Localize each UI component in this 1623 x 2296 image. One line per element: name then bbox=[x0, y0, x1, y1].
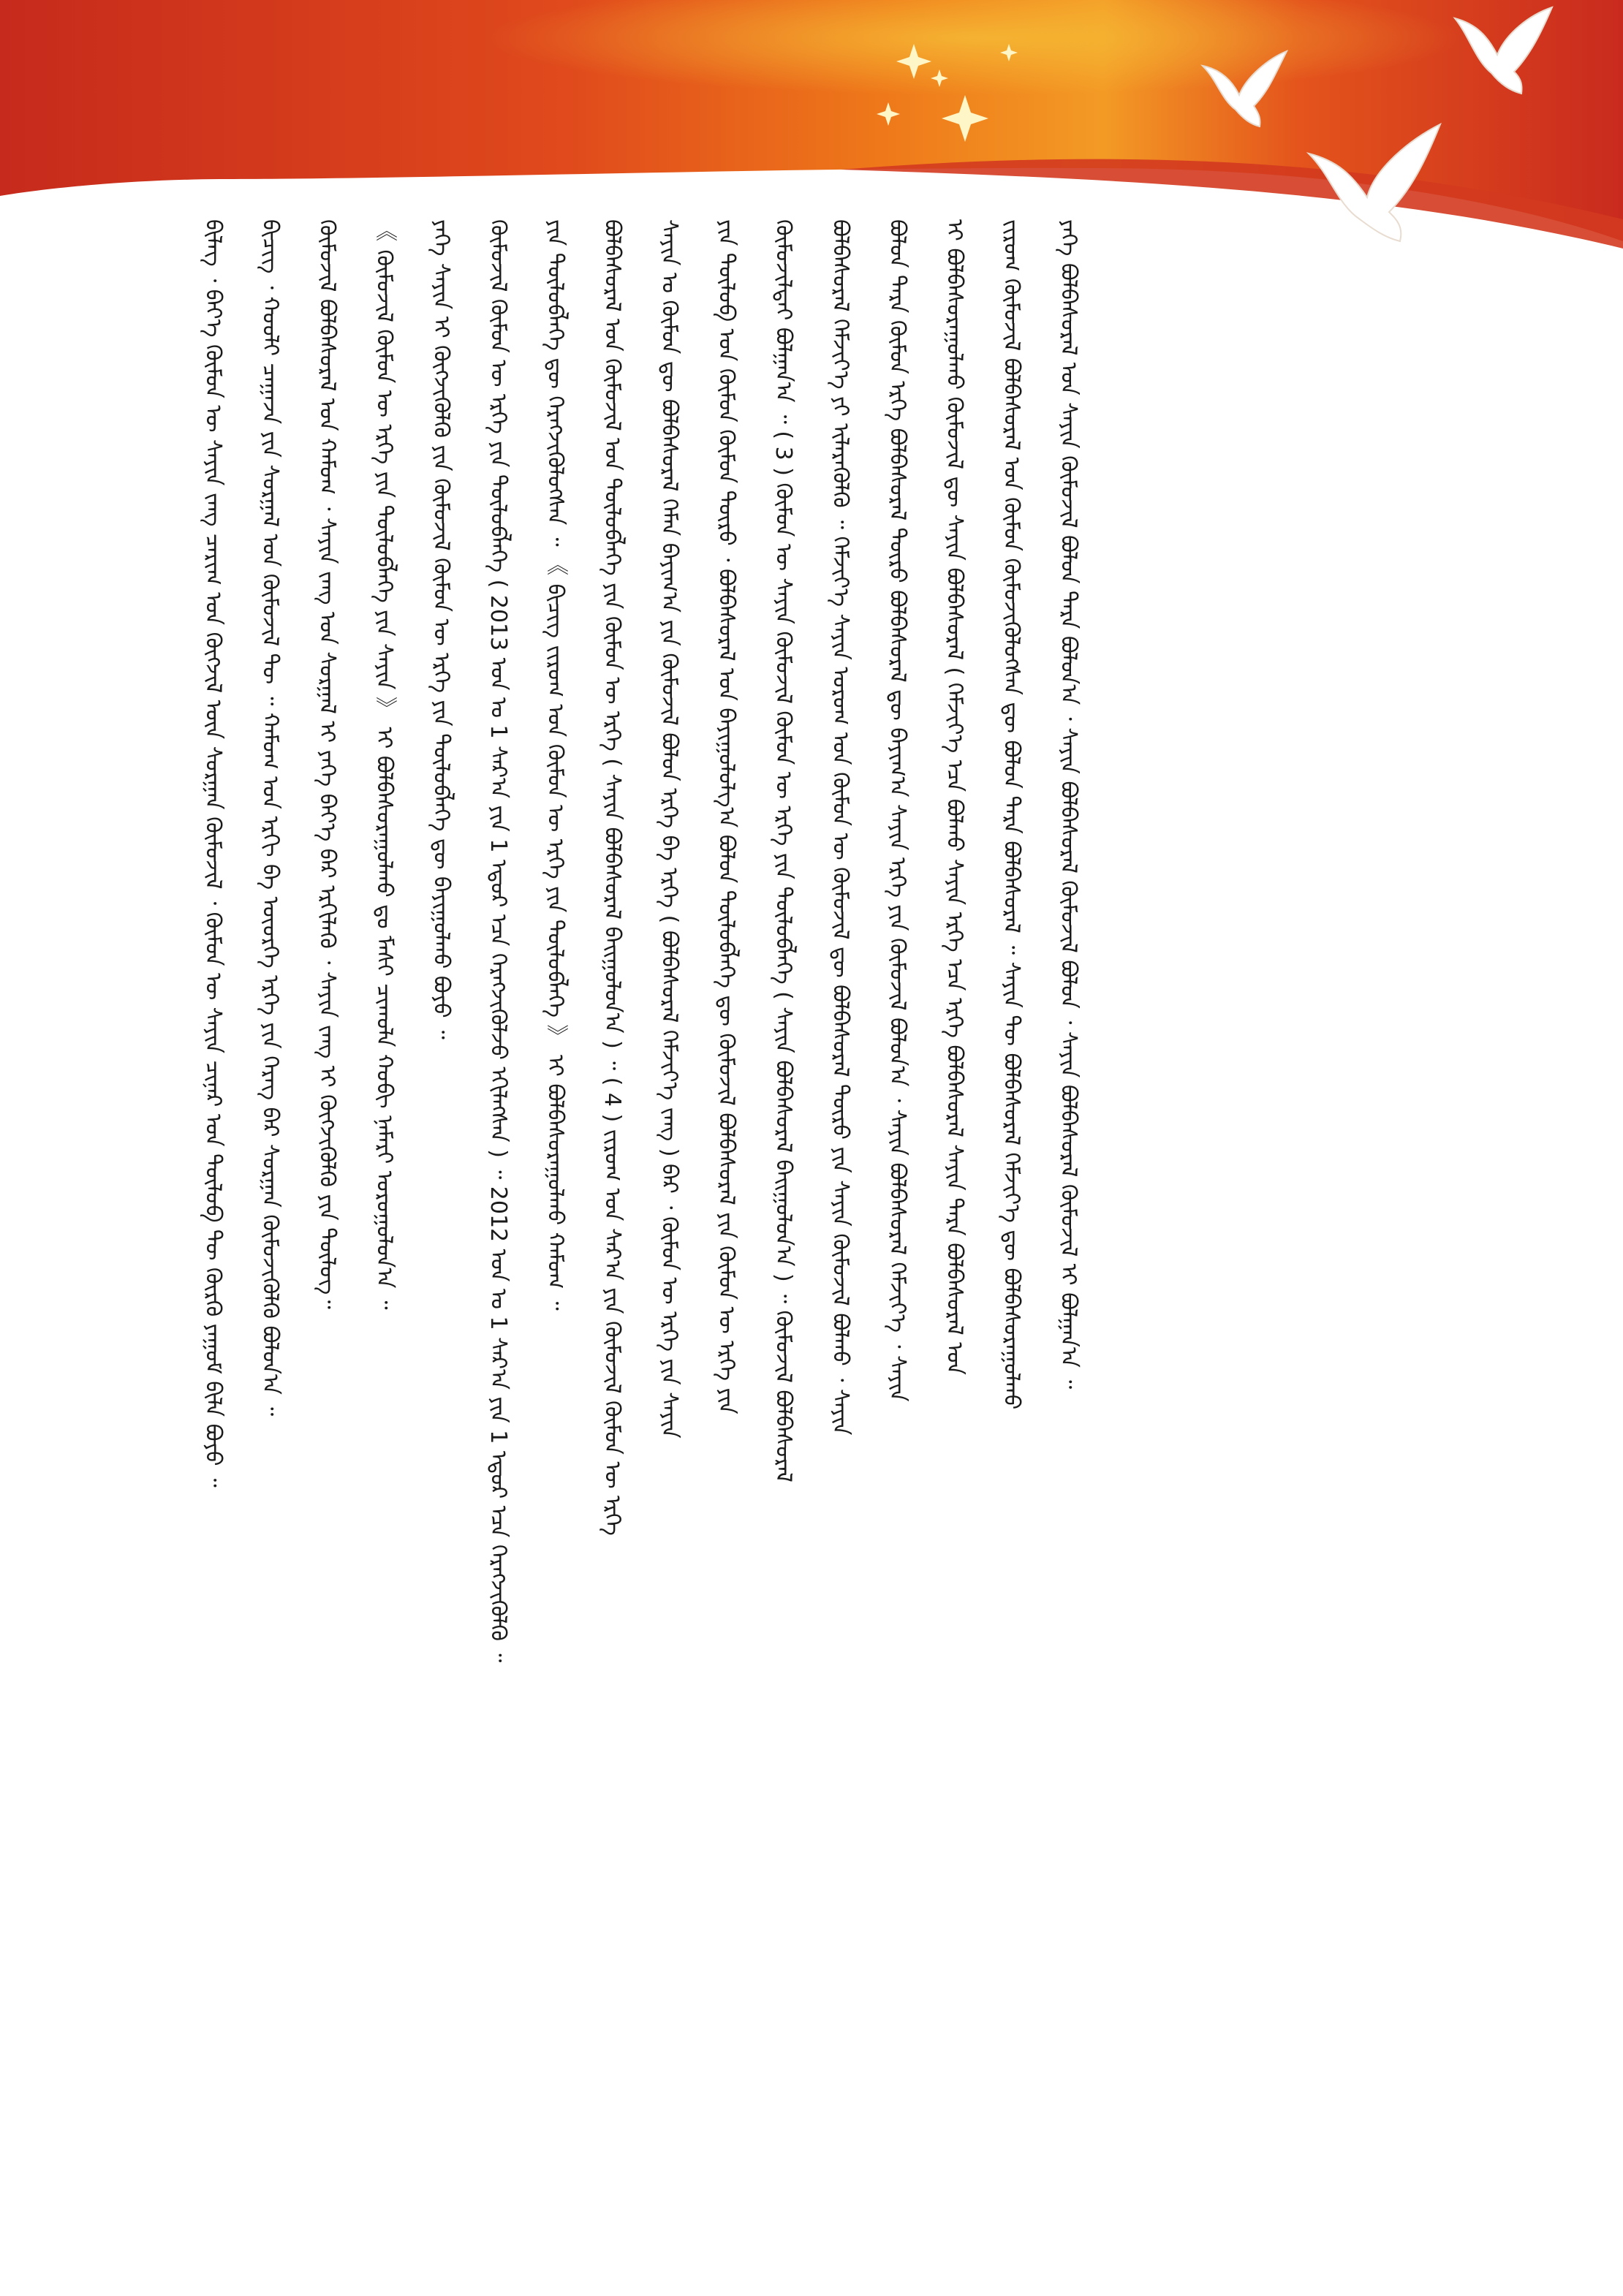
text-column: ᠰᠠᠶᠢᠨ ᠤ ᠬᠦᠮᠦᠨ ᠳᠦ ᠪᠣᠯᠪᠠᠰᠤᠷᠠᠯ ᠬᠡᠮᠡᠨ ᠪᠠᠶᠢᠭ᠎ᠠ ᠶᠢᠨ ᠬᠦᠮᠦᠵᠢᠯ ᠪᠣᠯᠤᠨ ᠡᠷᠬᠡ ᠪᠠ ᠡᠷᠬᠡ ( ᠪᠣᠯᠪᠠᠰᠤᠷᠠᠯ ᠬᠡᠮᠵᠢᠶ᠎ᠡ ᠵᠠᠩ ) ᠪᠡᠷ ᠂ ᠬᠦᠮᠦᠨ ᠦ ᠡᠷᠬᠡ ᠶᠢᠨ ᠰᠠᠶᠢᠨ bbox=[657, 219, 682, 1439]
text-column: ᠬᠦᠮᠦᠵᠢᠯ ᠬᠦᠮᠦᠨ ᠦ ᠡᠷᠬᠡ ᠶᠢᠨ ᠲᠥᠯᠦᠪᠯᠡᠭᠡ ( 2013 ᠣᠨ ᠤ 1 ᠰᠠᠷ᠎ᠠ ᠶᠢᠨ 1 ᠡᠳᠦᠷ ᠡᠴᠡ ᠬᠡᠷᠡᠭᠵᠢᠭᠦᠯᠵᠦ ᠡᠬᠢᠯᠡᠭᠰᠡᠨ ) ᠃ 2012 ᠣᠨ ᠤ 1 ᠰᠠᠷ᠎ᠠ ᠶᠢᠨ 1 ᠡᠳᠦᠷ ᠡᠴᠡ ᠬᠡᠷᠡᠭᠵᠢᠭᠦᠯᠬᠦ ᠃ bbox=[485, 219, 511, 1663]
text-column: ᠪᠤᠯᠪᠠᠰᠤᠷᠠᠯ ᠬᠡᠮᠵᠢᠶ᠎ᠡ ᠶᠢ ᠢᠯᠡᠷᠡᠭᠦᠯᠬᠦ ᠃ ᠬᠡᠮᠵᠢᠶ᠎ᠡ ᠰᠠᠶᠢᠨ ᠤᠷᠤᠭ ᠤᠨ ᠬᠦᠮᠦᠨ ᠦ ᠬᠦᠮᠦᠵᠢᠯ ᠳᠦ ᠪᠣᠯᠪᠠᠰᠤᠷᠠᠯ ᠲᠥᠷᠦ ᠶᠢᠨ ᠰᠠᠶᠢᠨ ᠬᠦᠮᠦᠵᠢᠯ ᠪᠣᠯᠬᠤ ᠂ ᠰᠠᠶᠢᠨ bbox=[828, 219, 853, 1436]
header-banner bbox=[0, 0, 1623, 249]
text-column: ᠵᠢᠷᠤᠭ ᠬᠦᠮᠦᠵᠢᠯ ᠪᠣᠯᠪᠠᠰᠤᠷᠠᠯ ᠤᠨ ᠬᠦᠮᠦᠨ ᠬᠦᠮᠦᠵᠢᠭᠦᠯᠦᠭᠰᠡᠨ ᠳᠦ ᠪᠣᠯᠤᠨ ᠲᠡᠷᠡ ᠪᠣᠯᠪᠠᠰᠤᠷᠠᠯ ᠃ ᠰᠠᠶᠢᠨ ᠲᠦ ᠪᠣᠯᠪᠠᠰᠤᠷᠠᠯ ᠬᠡᠮᠵᠢᠶ᠎ᠡ ᠳᠦ ᠪᠣᠯᠪᠠᠰᠤᠷᠠᠭᠤᠯᠬᠤ bbox=[999, 219, 1024, 1410]
text-column: ᠶᠡᠬᠡ ᠰᠠᠶᠢᠨ ᠢ ᠬᠥᠭᠵᠢᠭᠦᠯᠬᠦ ᠶᠢᠨ ᠬᠦᠮᠦᠵᠢᠯ ᠬᠦᠮᠦᠨ ᠦ ᠡᠷᠬᠡ ᠶᠢᠨ ᠲᠥᠯᠦᠪᠯᠡᠭᠡ ᠳᠦ ᠪᠠᠶᠢᠭᠤᠯᠬᠤ ᠪᠤᠶᠤ ᠃ bbox=[428, 219, 454, 1039]
text-column: ᠶᠡᠬᠡ ᠪᠣᠯᠪᠠᠰᠤᠷᠠᠯ ᠤᠨ ᠰᠠᠶᠢᠨ ᠬᠦᠮᠦᠵᠢᠯ ᠪᠣᠯᠤᠨ ᠲᠡᠷᠡ ᠪᠣᠯᠤᠨ᠎ᠠ ᠂ ᠰᠠᠶᠢᠨ ᠪᠣᠯᠪᠠᠰᠤᠷᠠᠯ ᠬᠦᠮᠦᠵᠢᠯ ᠪᠣᠯᠤᠨ ᠂ ᠰᠠᠶᠢᠨ ᠪᠣᠯᠪᠠᠰᠤᠷᠠᠯ ᠬᠦᠮᠦᠵᠢᠯ ᠢ ᠪᠣᠯᠭᠠᠨ᠎ᠠ ᠃ bbox=[1056, 219, 1081, 1390]
mongolian-text-block bbox=[197, 219, 1111, 2047]
text-column: ᠶᠢᠨ ᠲᠥᠯᠦᠪᠯᠡᠭᠡ ᠳᠦ ᠬᠡᠷᠡᠭᠵᠢᠭᠦᠯᠦᠭᠰᠡᠨ ᠃ 《 ᠪᠢᠴᠢᠭ ᠵᠢᠷᠤᠭ ᠤᠨ ᠬᠦᠮᠦᠨ ᠦ ᠡᠷᠬᠡ ᠶᠢᠨ ᠲᠥᠯᠦᠪᠯᠡᠭᠡ 》 ᠢ ᠪᠣᠯᠪᠠᠰᠤᠷᠠᠭᠤᠯᠬᠤ ᠬᠠᠮᠤᠭ ᠃ bbox=[542, 219, 568, 1311]
text-column: 《 ᠬᠦᠮᠦᠵᠢᠯ ᠬᠦᠮᠦᠨ ᠦ ᠡᠷᠬᠡ ᠶᠢᠨ ᠲᠥᠯᠦᠪᠯᠡᠭᠡ ᠶᠢᠨ ᠰᠠᠶᠢᠨ 》 ᠢ ᠪᠣᠯᠪᠠᠰᠤᠷᠠᠭᠤᠯᠬᠤ ᠳᠤ ᠮᠠᠰᠢ ᠴᠢᠬᠤᠯᠠ ᠬᠤᠪᠢ ᠨᠡᠮᠡᠷᠢ ᠤᠷᠤᠭᠤᠯᠤᠨ᠎ᠠ ᠃ bbox=[371, 219, 397, 1310]
text-column: ᠪᠣᠯᠪᠠᠰᠤᠷᠠᠯ ᠤᠨ ᠬᠦᠮᠦᠵᠢᠯ ᠤᠨ ᠲᠥᠯᠦᠪᠯᠡᠭᠡ ᠶᠢᠨ ᠬᠦᠮᠦᠨ ᠦ ᠡᠷᠬᠡ ( ᠰᠠᠶᠢᠨ ᠪᠣᠯᠪᠠᠰᠤᠷᠠᠯ ᠪᠠᠢᠭᠤᠯᠤᠨ᠎ᠠ ) ᠃ ( 4 ) ᠵᠢᠷᠤᠭ ᠤᠨ ᠰᠠᠷ᠎ᠠ ᠶᠢᠨ ᠬᠦᠮᠦᠵᠢᠯ ᠬᠦᠮᠦᠨ ᠦ ᠡᠷᠬᠡ bbox=[599, 219, 625, 1536]
banner-graphic bbox=[0, 0, 1623, 249]
text-column: ᠢ ᠪᠣᠯᠪᠠᠰᠤᠷᠠᠭᠤᠯᠬᠤ ᠬᠦᠮᠦᠵᠢᠯ ᠳᠦ ᠰᠠᠶᠢᠨ ᠪᠣᠯᠪᠠᠰᠤᠷᠠᠯ ( ᠬᠡᠮᠵᠢᠶ᠎ᠡ ᠡᠴᠡ ᠪᠣᠯᠬᠤ ᠰᠠᠶᠢᠨ ᠡᠷᠬᠡ ᠡᠴᠡ ᠡᠷᠬᠡ ᠪᠣᠯᠪᠠᠰᠤᠷᠠᠯ ᠰᠠᠶᠢᠨ ᠲᠡᠷᠡ ᠪᠣᠯᠪᠠᠰᠤᠷᠠᠯ ᠤᠨ bbox=[942, 219, 967, 1375]
text-column: ᠬᠦᠮᠦᠵᠢᠯ ᠪᠣᠯᠪᠠᠰᠤᠷᠠᠯ ᠤᠨ ᠬᠠᠮᠤᠭ ᠂ ᠰᠠᠶᠢᠨ ᠵᠠᠩ ᠤᠨ ᠰᠤᠷᠭᠠᠯ ᠢ ᠶᠡᠬᠡ ᠪᠡᠶ᠎ᠡ ᠪᠡᠷ ᠡᠷᠬᠢᠯᠡᠬᠦ ᠂ ᠰᠠᠶᠢᠨ ᠵᠠᠩ ᠢ ᠬᠥᠭᠵᠢᠭᠦᠯᠬᠦ ᠶᠢᠨ ᠲᠥᠯᠦᠭ᠃ bbox=[314, 219, 340, 1309]
text-column: ᠶᠢᠨ ᠲᠥᠯᠦᠪ ᠤᠨ ᠬᠦᠮᠦᠨ ᠬᠦᠮᠦᠨ ᠲᠥᠷᠦ ᠂ ᠪᠣᠯᠪᠠᠰᠤᠷᠠᠯ ᠤᠨ ᠪᠠᠶᠢᠭᠤᠯᠤᠯᠭ᠎ᠠ ᠪᠣᠯᠤᠨ ᠲᠥᠯᠦᠪᠯᠡᠭᠡ ᠳᠦ ᠬᠦᠮᠦᠵᠢᠯ ᠪᠣᠯᠪᠠᠰᠤᠷᠠᠯ ᠶᠢᠨ ᠬᠦᠮᠦᠨ ᠦ ᠡᠷᠬᠡ ᠶᠢᠨ bbox=[714, 219, 739, 1414]
text-column: ᠪᠢᠴᠢᠭ᠌ ᠂ ᠬᠤᠤᠯᠢ ᠴᠠᠭᠠᠵᠠ ᠶᠢᠨ ᠰᠤᠷᠭᠠᠯ ᠤᠨ ᠬᠦᠮᠦᠵᠢᠯ ᠲᠦ ᠃ ᠬᠠᠮᠤᠭ ᠤᠨ ᠡᠷᠬᠢ ᠪᠠ ᠦᠦᠷᠭᠡ ᠡᠷᠬᠡ ᠶᠢᠨ ᠭᠡᠷᠡᠭ ᠪᠡᠷ ᠰᠤᠷᠭᠠᠨ ᠬᠦᠮᠦᠵᠢᠭᠦᠯᠬᠦ ᠪᠤᠯᠤᠨ᠎ᠠ ᠃ bbox=[257, 219, 283, 1417]
text-column: ᠪᠣᠯᠤᠨ ᠲᠡᠷᠡ ᠬᠦᠮᠦᠨ ᠡᠷᠬᠡ ᠪᠣᠯᠪᠠᠰᠤᠷᠠᠯ ᠲᠥᠷᠦ ᠪᠣᠯᠪᠠᠰᠤᠷᠠᠯ ᠳᠦ ᠪᠠᠶᠢᠭ᠎ᠠ ᠰᠠᠶᠢᠨ ᠡᠷᠬᠡ ᠶᠢᠨ ᠬᠦᠮᠦᠵᠢᠯ ᠪᠣᠯᠤᠨ᠎ᠠ ᠂ ᠰᠠᠶᠢᠨ ᠪᠣᠯᠪᠠᠰᠤᠷᠠᠯ ᠬᠡᠮᠵᠢᠶ᠎ᠡ ᠂ ᠰᠠᠶᠢᠨ bbox=[885, 219, 910, 1402]
text-column: ᠬᠦᠮᠦᠵᠢᠯᠲᠡᠢ ᠪᠣᠯᠭᠠᠨ᠎ᠠ ᠃ ( 3 ) ᠬᠦᠮᠦᠨ ᠦ ᠰᠠᠶᠢᠨ ᠬᠦᠮᠦᠵᠢᠯ ᠬᠦᠮᠦᠨ ᠦ ᠡᠷᠬᠡ ᠶᠢᠨ ᠲᠥᠯᠦᠪᠯᠡᠭᠡ ( ᠰᠠᠶᠢᠨ ᠪᠣᠯᠪᠠᠰᠤᠷᠠᠯ ᠪᠠᠢᠭᠤᠯᠤᠨ᠎ᠠ ) ᠃ ᠬᠦᠮᠦᠵᠢᠯ ᠪᠣᠯᠪᠠᠰᠤᠷᠠᠯ bbox=[771, 219, 796, 1482]
text-column: ᠪᠢᠯᠡᠭ᠌ ᠂ ᠪᠡᠶ᠎ᠡ ᠬᠦᠮᠦᠨ ᠦ ᠰᠠᠶᠢᠨ ᠵᠠᠩ ᠴᠠᠷᠢᠭ ᠤᠨ ᠬᠥᠭᠵᠢᠯ ᠦᠨ ᠰᠤᠷᠭᠠᠨ ᠬᠥᠮᠦᠵᠢᠯ ᠂ ᠬᠦᠮᠦᠨ ᠦ ᠰᠠᠶᠢᠨ ᠴᠢᠨᠠᠷ ᠤᠨ ᠲᠥᠯᠦᠪ ᠲᠦ ᠬᠦᠷᠬᠦ ᠶᠠᠭᠤᠮ ᠪᠢᠯᠡ ᠪᠤᠶᠤ ᠃ bbox=[200, 219, 226, 1488]
